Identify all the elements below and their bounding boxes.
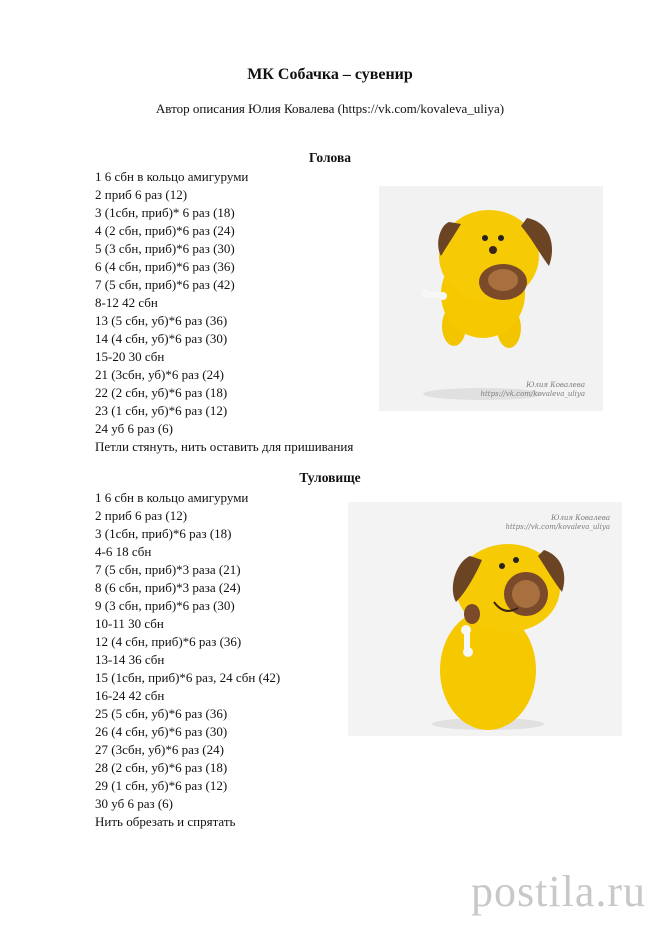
pattern-line: 1 6 сбн в кольцо амигуруми [95, 490, 249, 505]
watermark-name: Юлия Ковалева [551, 514, 610, 522]
pattern-line: 23 (1 сбн, уб)*6 раз (12) [95, 403, 228, 418]
body-photo-watermark [505, 514, 610, 532]
pattern-line: 9 (3 сбн, приб)*6 раз (30) [95, 598, 235, 613]
body-section-title: Туловище [299, 470, 361, 485]
pattern-line: 6 (4 сбн, приб)*6 раз (36) [95, 259, 235, 274]
footer-logo: postila.ru [471, 867, 646, 916]
head-photo [379, 186, 603, 411]
pattern-line: 4 (2 сбн, приб)*6 раз (24) [95, 223, 235, 238]
pattern-line: 8 (6 сбн, приб)*3 раза (24) [95, 580, 241, 595]
pattern-line: 7 (5 сбн, приб)*6 раз (42) [95, 277, 235, 292]
head-pattern-list [95, 168, 353, 456]
pattern-line: 7 (5 сбн, приб)*3 раза (21) [95, 562, 241, 577]
dog-toy-illustration [379, 186, 603, 411]
pattern-line: 13-14 36 сбн [95, 652, 165, 667]
pattern-line: 29 (1 сбн, уб)*6 раз (12) [95, 778, 228, 793]
pattern-line: 3 (1сбн, приб)*6 раз (18) [95, 526, 232, 541]
watermark-name: Юлия Ковалева [526, 381, 585, 389]
pattern-line: 25 (5 сбн, уб)*6 раз (36) [95, 706, 228, 721]
body-photo [348, 502, 622, 736]
pattern-line: Нить обрезать и спрятать [95, 814, 236, 829]
pattern-line: 2 приб 6 раз (12) [95, 508, 188, 523]
author-line: Автор описания Юлия Ковалева (https://vk.com/kovaleva_uliya) [155, 101, 505, 116]
pattern-line: 3 (1сбн, приб)* 6 раз (18) [95, 205, 235, 220]
head-section-title: Голова [308, 150, 351, 165]
pattern-line: 24 уб 6 раз (6) [95, 421, 174, 436]
pattern-line: 2 приб 6 раз (12) [95, 187, 188, 202]
body-pattern-list [95, 489, 280, 831]
dog-toy-illustration-2 [348, 502, 622, 736]
pattern-line: 8-12 42 сбн [95, 295, 158, 310]
watermark-url: https://vk.com/kovaleva_uliya [505, 523, 610, 531]
pattern-line: 27 (3сбн, уб)*6 раз (24) [95, 742, 224, 757]
pattern-line: 21 (3сбн, уб)*6 раз (24) [95, 367, 224, 382]
pattern-line: 1 6 сбн в кольцо амигуруми [95, 169, 249, 184]
page-title: МК Собачка – сувенир [247, 66, 413, 83]
pattern-line: 13 (5 сбн, уб)*6 раз (36) [95, 313, 228, 328]
pattern-line: 15-20 30 сбн [95, 349, 165, 364]
pattern-line: 26 (4 сбн, уб)*6 раз (30) [95, 724, 228, 739]
pattern-line: Петли стянуть, нить оставить для пришивания [95, 439, 354, 454]
pattern-line: 15 (1сбн, приб)*6 раз, 24 сбн (42) [95, 670, 281, 685]
pattern-line: 14 (4 сбн, уб)*6 раз (30) [95, 331, 228, 346]
pattern-line: 16-24 42 сбн [95, 688, 165, 703]
pattern-line: 22 (2 сбн, уб)*6 раз (18) [95, 385, 228, 400]
head-photo-watermark [480, 381, 585, 399]
pattern-line: 28 (2 сбн, уб)*6 раз (18) [95, 760, 228, 775]
pattern-line: 12 (4 сбн, приб)*6 раз (36) [95, 634, 242, 649]
pattern-line: 4-6 18 сбн [95, 544, 152, 559]
watermark-url: https://vk.com/kovaleva_uliya [480, 390, 585, 398]
pattern-line: 30 уб 6 раз (6) [95, 796, 174, 811]
pattern-line: 10-11 30 сбн [95, 616, 164, 631]
pattern-line: 5 (3 сбн, приб)*6 раз (30) [95, 241, 235, 256]
